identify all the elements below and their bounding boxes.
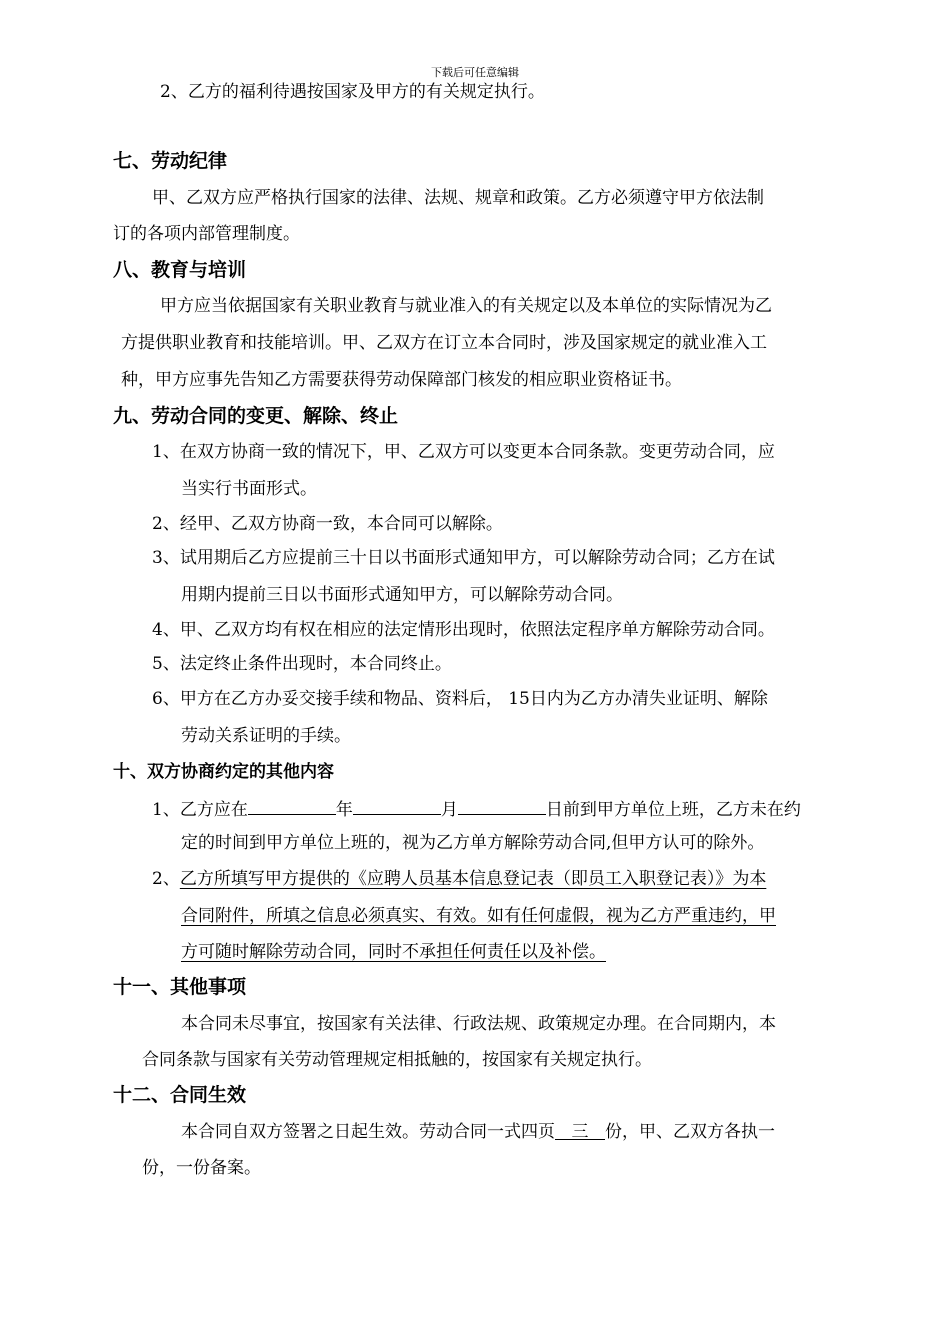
section-9-item: 4、甲、乙双方均有权在相应的法定情形出现时，依照法定程序单方解除劳动合同。 [152, 620, 775, 640]
section-7-line: 订的各项内部管理制度。 [113, 224, 300, 244]
start-date-clause [152, 795, 801, 822]
section-8-line: 甲方应当依据国家有关职业教育与就业准入的有关规定以及本单位的实际情况为乙 [160, 296, 772, 316]
effectiveness-clause [181, 1120, 775, 1144]
section-11-heading: 十一、其他事项 [113, 976, 247, 998]
item-number: 2、 [152, 869, 180, 889]
underlined-text: 合同附件，所填之信息必须真实、有效。如有任何虚假，视为乙方严重违约，甲 [181, 906, 776, 926]
section-8-heading: 八、教育与培训 [113, 259, 247, 281]
copies-field[interactable]: 三 [555, 1120, 605, 1140]
effectiveness-prefix: 本合同自双方签署之日起生效。劳动合同一式四页 [181, 1122, 555, 1142]
month-label: 月 [440, 800, 458, 820]
section-9-item: 用期内提前三日以书面形式通知甲方，可以解除劳动合同。 [181, 585, 623, 605]
section-8-line: 方提供职业教育和技能培训。甲、乙双方在订立本合同时，涉及国家规定的就业准入工 [121, 333, 767, 353]
section-12-heading: 十二、合同生效 [113, 1084, 247, 1106]
welfare-clause: 2、乙方的福利待遇按国家及甲方的有关规定执行。 [160, 82, 545, 102]
section-11-line: 本合同未尽事宜，按国家有关法律、行政法规、政策规定办理。在合同期内，本 [181, 1014, 776, 1034]
section-7-line: 甲、乙双方应严格执行国家的法律、法规、规章和政策。乙方必须遵守甲方依法制 [152, 188, 764, 208]
registration-clause [152, 867, 766, 891]
year-label: 年 [335, 800, 353, 820]
section-9-heading: 九、劳动合同的变更、解除、终止 [113, 405, 399, 427]
year-blank[interactable] [248, 795, 336, 815]
section-7-heading: 七、劳动纪律 [113, 150, 228, 172]
underlined-text: 方可随时解除劳动合同，同时不承担任何责任以及补偿。 [181, 942, 606, 962]
section-12-line: 份，一份备案。 [142, 1158, 261, 1178]
section-8-line: 种，甲方应事先告知乙方需要获得劳动保障部门核发的相应职业资格证书。 [121, 370, 682, 390]
section-9-item: 当实行书面形式。 [181, 479, 317, 499]
section-9-item: 2、经甲、乙双方协商一致，本合同可以解除。 [152, 514, 503, 534]
section-9-item: 3、试用期后乙方应提前三十日以书面形式通知甲方，可以解除劳动合同；乙方在试 [152, 548, 775, 568]
section-9-item: 劳动关系证明的手续。 [181, 726, 351, 746]
underlined-text: 乙方所填写甲方提供的《应聘人员基本信息登记表（即员工入职登记表）》为本 [179, 869, 767, 889]
month-blank[interactable] [353, 795, 441, 815]
start-date-suffix: 日前到甲方单位上班，乙方未在约 [545, 800, 801, 820]
section-10-heading: 十、双方协商约定的其他内容 [113, 762, 334, 782]
section-10-item: 定的时间到甲方单位上班的，视为乙方单方解除劳动合同,但甲方认可的除外。 [181, 833, 765, 853]
section-9-item: 6、甲方在乙方办妥交接手续和物品、资料后， 15日内为乙方办清失业证明、解除 [152, 689, 768, 709]
section-11-line: 合同条款与国家有关劳动管理规定相抵触的，按国家有关规定执行。 [142, 1050, 652, 1070]
effectiveness-suffix: 份，甲、乙双方各执一 [605, 1122, 775, 1142]
section-9-item: 5、法定终止条件出现时，本合同终止。 [152, 654, 452, 674]
page-header: 下载后可任意编辑 [431, 66, 519, 79]
section-9-item: 1、在双方协商一致的情况下，甲、乙双方可以变更本合同条款。变更劳动合同，应 [152, 442, 775, 462]
start-date-prefix: 1、乙方应在 [152, 800, 248, 820]
day-blank[interactable] [458, 795, 546, 815]
